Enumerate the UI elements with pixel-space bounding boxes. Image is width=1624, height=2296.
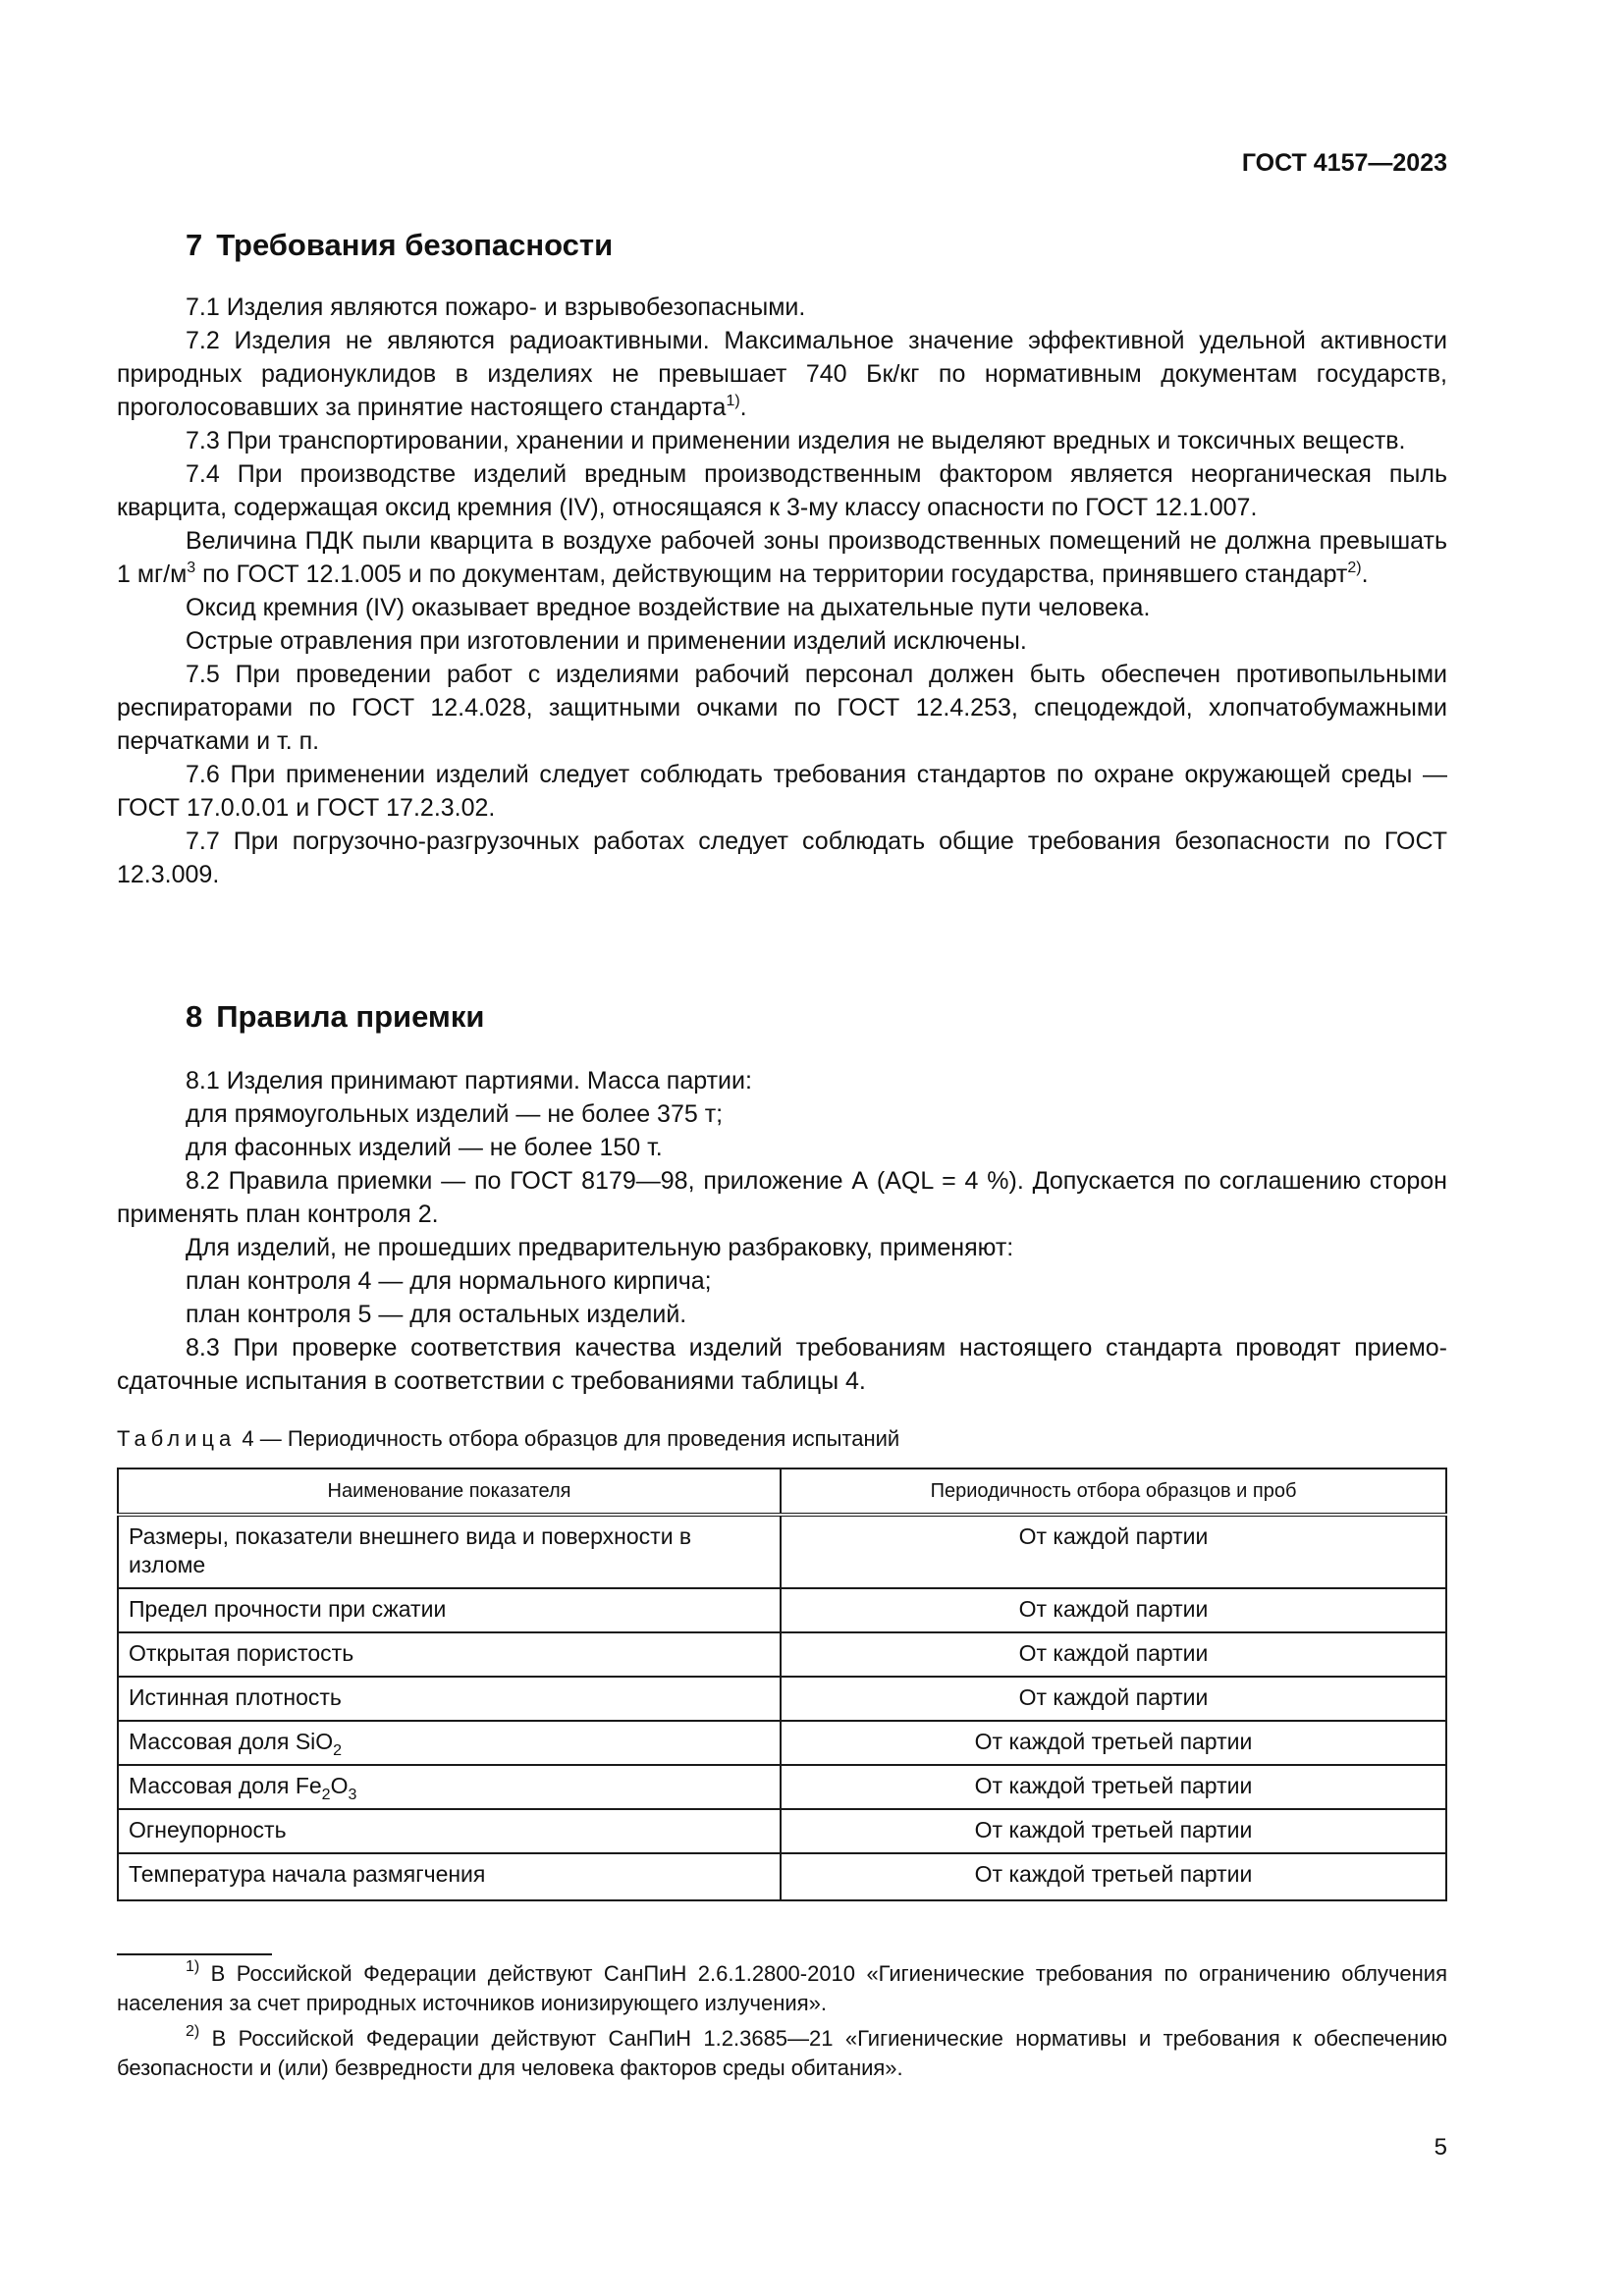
clause-7-6: 7.6 При применении изделий следует соблюдать требования стандартов по охране окружающей среды — ГОСТ 17.0.0.01 и ГОСТ 17.2.3.02. <box>117 761 1447 822</box>
period-cell: От каждой третьей партии <box>781 1809 1446 1853</box>
clause-8-1: 8.1 Изделия принимают партиями. Масса партии: <box>186 1067 752 1095</box>
section-number: 8 <box>186 999 203 1034</box>
clause-8-2-intro: Для изделий, не прошедших предварительную разбраковку, применяют: <box>186 1234 1014 1261</box>
table-row <box>118 1809 1446 1853</box>
clause-8-1-shaped: для фасонных изделий — не более 150 т. <box>186 1134 663 1161</box>
clause-7-4-poisoning: Острые отравления при изготовлении и применении изделий исключены. <box>186 627 1027 655</box>
indicator-cell: Открытая пористость <box>118 1632 781 1677</box>
footnote-ref-1[interactable]: 1) <box>726 393 740 409</box>
period-cell: От каждой третьей партии <box>781 1853 1446 1900</box>
clause-8-2-plan5: план контроля 5 — для остальных изделий. <box>186 1301 687 1328</box>
page-number: 5 <box>1434 2134 1447 2161</box>
clause-7-4: 7.4 При производстве изделий вредным производственным фактором является неорганическая пыль кварцита, содержащая оксид кремния (IV), относящаяся к 3-му классу опасности по ГОСТ 12.1.007. <box>117 460 1447 521</box>
footnotes <box>117 1959 1447 2089</box>
table-row <box>118 1588 1446 1632</box>
clause-7-4-pdk: Величина ПДК пыли кварцита в воздухе рабочей зоны производственных помещений не должна превышать 1 $мг/м^3$ по ГОСТ 12.1.005 и по документам, действующим на территории государства, принявшего стандарт$^{2)}$. <box>117 527 1447 588</box>
clause-7-1: 7.1 Изделия являются пожаро- и взрывобезопасными. <box>186 294 806 321</box>
document-page <box>117 0 1447 2296</box>
clause-7-5: 7.5 При проведении работ с изделиями рабочий персонал должен быть обеспечен противопыльными респираторами по ГОСТ 12.4.028, защитными очками по ГОСТ 12.4.253, спецодеждой, хлопчатобумажными перчатками и т. п. <box>117 661 1447 755</box>
section-7-body <box>117 291 1447 891</box>
clause-7-7: 7.7 При погрузочно-разгрузочных работах следует соблюдать общие требования безопасности по ГОСТ 12.3.009. <box>117 828 1447 888</box>
period-cell: От каждой партии <box>781 1588 1446 1632</box>
indicator-cell: Предел прочности при сжатии <box>118 1588 781 1632</box>
indicator-cell: Массовая доля SiO$_2$ <box>118 1721 781 1765</box>
footnote-1: $^{1)}$ В Российской Федерации действуют СанПиН 2.6.1.2800-2010 «Гигиенические требования по ограничению облучения населения за счет природных источников ионизирующего излучения». <box>117 1958 1447 2015</box>
clause-8-1-rect: для прямоугольных изделий — не более 375 т; <box>186 1100 724 1128</box>
clause-8-3: 8.3 При проверке соответствия качества изделий требованиям настоящего стандарта проводят приемо-сдаточные испытания в соответствии с требованиями таблицы 4. <box>117 1334 1447 1395</box>
section-8-heading <box>186 999 484 1035</box>
indicator-cell: Размеры, показатели внешнего вида и поверхности в изломе <box>118 1515 781 1588</box>
period-cell: От каждой партии <box>781 1515 1446 1588</box>
table-row <box>118 1765 1446 1809</box>
table-caption: Таблица 4 — Периодичность отбора образцов для проведения испытаний <box>117 1426 900 1451</box>
column-header-indicator: Наименование показателя <box>118 1468 781 1515</box>
footnote-ref-2[interactable]: 2) <box>1347 560 1362 576</box>
column-header-period: Периодичность отбора образцов и проб <box>781 1468 1446 1515</box>
table-row <box>118 1677 1446 1721</box>
clause-7-2: 7.2 Изделия не являются радиоактивными. Максимальное значение эффективной удельной активности природных радионуклидов в изделиях не превышает 740 Бк/кг по нормативным документам государств, проголосовавших за принятие настоящего стандарта$^{1)}$. <box>117 327 1447 421</box>
period-cell: От каждой партии <box>781 1632 1446 1677</box>
clause-7-3: 7.3 При транспортировании, хранении и применении изделия не выделяют вредных и токсичных веществ. <box>186 427 1406 454</box>
document-id: ГОСТ 4157—2023 <box>1241 149 1447 177</box>
clause-7-4-effect: Оксид кремния (IV) оказывает вредное воздействие на дыхательные пути человека. <box>186 594 1151 621</box>
indicator-cell: Температура начала размягчения <box>118 1853 781 1900</box>
table-row <box>118 1515 1446 1588</box>
clause-8-2: 8.2 Правила приемки — по ГОСТ 8179—98, приложение А (AQL = 4 %). Допускается по соглашению сторон применять план контроля 2. <box>117 1167 1447 1228</box>
indicator-cell: Огнеупорность <box>118 1809 781 1853</box>
footnote-2: $^{2)}$ В Российской Федерации действуют СанПиН 1.2.3685—21 «Гигиенические нормативы и требования к обеспечению безопасности и (или) безвредности для человека факторов среды обитания». <box>117 2023 1447 2080</box>
table-row <box>118 1853 1446 1900</box>
section-number: 7 <box>186 228 203 262</box>
section-8-body <box>117 1064 1447 1398</box>
footnote-mark: 1) <box>186 1958 200 1975</box>
period-cell: От каждой третьей партии <box>781 1721 1446 1765</box>
section-title: Требования безопасности <box>216 228 614 262</box>
table-4 <box>117 1468 1447 1901</box>
footnote-separator <box>117 1953 272 1955</box>
indicator-cell: Массовая доля $Fe_2O_3$ <box>118 1765 781 1809</box>
table-row <box>118 1632 1446 1677</box>
period-cell: От каждой третьей партии <box>781 1765 1446 1809</box>
table-header-row <box>118 1468 1446 1515</box>
table-row <box>118 1721 1446 1765</box>
clause-8-2-plan4: план контроля 4 — для нормального кирпича; <box>186 1267 712 1295</box>
footnote-mark: 2) <box>186 2023 200 2040</box>
indicator-cell: Истинная плотность <box>118 1677 781 1721</box>
section-title: Правила приемки <box>216 999 485 1034</box>
section-7-heading <box>186 228 613 263</box>
period-cell: От каждой партии <box>781 1677 1446 1721</box>
